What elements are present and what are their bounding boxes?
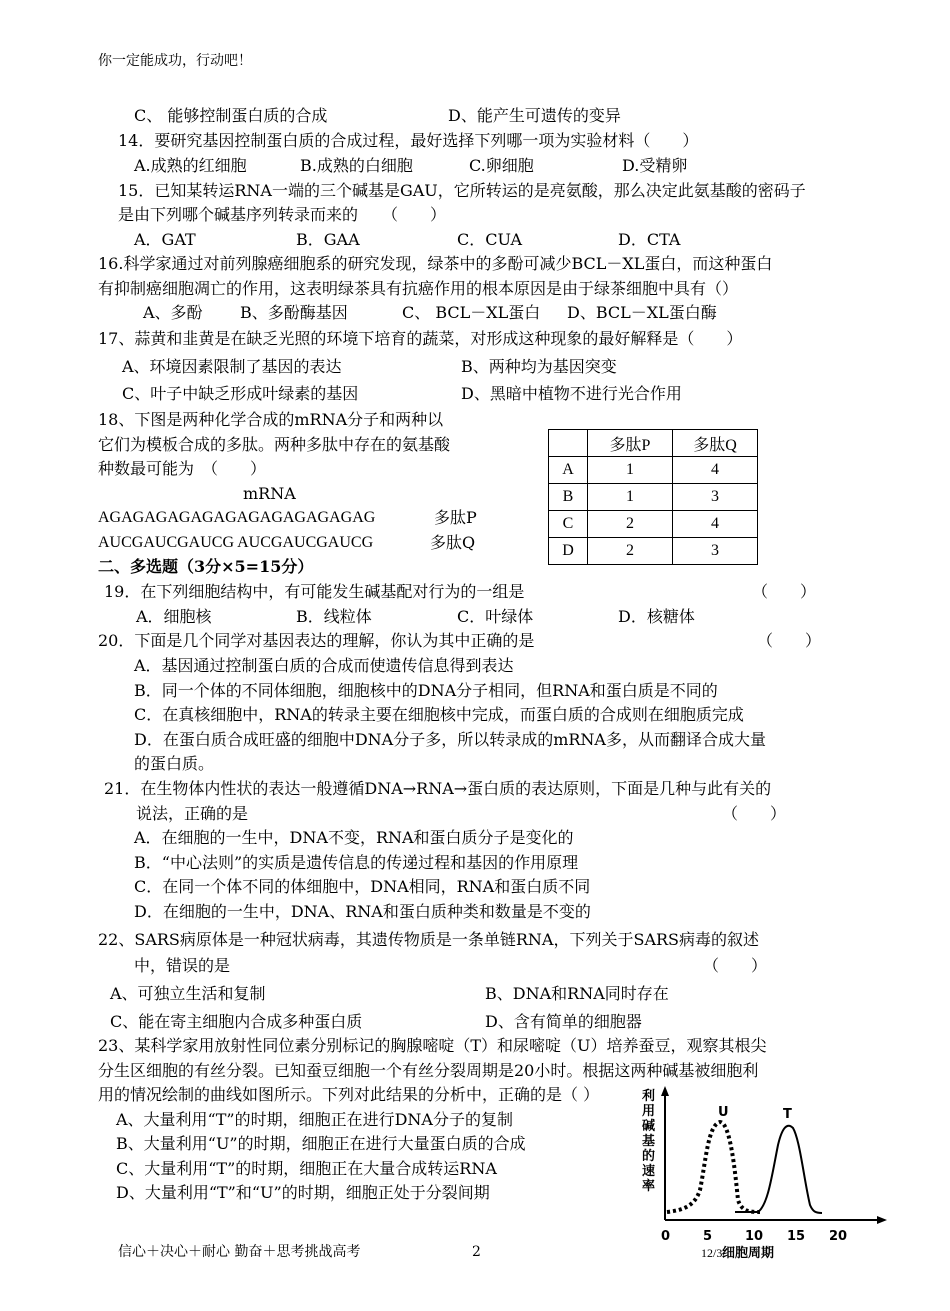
q15-stem-line1: 15．已知某转运RNA一端的三个碱基是GAU，它所转运的是亮氨酸，那么决定此氨基酸的密码子 <box>118 181 806 200</box>
y-axis-arrow <box>661 1086 669 1096</box>
table-cell: 3 <box>673 538 758 565</box>
q22-stem-line1: 22、SARS病原体是一种冠状病毒，其遗传物质是一条单链RNA，下列关于SARS病毒的叙述 <box>98 930 760 949</box>
q14-stem: 14．要研究基因控制蛋白质的合成过程，最好选择下列哪一项为实验材料（ ） <box>118 131 699 150</box>
q21-stem-line1: 21．在生物体内性状的表达一般遵循DNA→RNA→蛋白质的表达原则，下面是几种与此有关的 <box>104 779 772 798</box>
q20-option-d-line2: 的蛋白质。 <box>134 754 215 773</box>
table-row <box>549 457 758 484</box>
q17-option-d: D、黑暗中植物不进行光合作用 <box>461 384 682 403</box>
graph-xlabel: 细胞周期 <box>722 1246 775 1260</box>
q23-stem-line1: 23、某科学家用放射性同位素分别标记的胸腺嘧啶（T）和尿嘧啶（U）培养蚕豆，观察其根尖 <box>98 1036 767 1055</box>
q22-option-a: A、可独立生活和复制 <box>110 984 266 1003</box>
q23-stem-line2: 分生区细胞的有丝分裂。已知蚕豆细胞一个有丝分裂周期是20小时。根据这两种碱基被细胞利 <box>98 1061 759 1080</box>
base-utilization-graph <box>640 1080 890 1260</box>
q23-option-c: C、大量利用“T”的时期，细胞正在大量合成转运RNA <box>116 1159 497 1178</box>
u-curve <box>667 1122 760 1212</box>
x-tick-label: 0 <box>661 1229 671 1244</box>
q18-pep-p-label: 多肽P <box>434 508 477 527</box>
x-tick-label: 10 <box>745 1229 764 1244</box>
q14-option-a: A.成熟的红细胞 <box>134 156 247 175</box>
table-header-cell <box>549 430 588 457</box>
q20-option-d-line1: D．在蛋白质合成旺盛的细胞中DNA分子多，所以转录成的mRNA多，从而翻译合成大量 <box>134 730 766 749</box>
q23-option-d: D、大量利用“T”和“U”的时期，细胞正处于分裂间期 <box>116 1183 490 1202</box>
q19-option-b: B．线粒体 <box>296 607 372 626</box>
q23-option-b: B、大量利用“U”的时期，细胞正在进行大量蛋白质的合成 <box>116 1134 526 1153</box>
q22-option-d: D、含有简单的细胞器 <box>485 1012 642 1031</box>
q16-option-b: B、多酚酶基因 <box>240 303 348 322</box>
q21-paren: （ ） <box>722 804 787 823</box>
q23-option-a: A、大量利用“T”的时期，细胞正在进行DNA分子的复制 <box>116 1110 513 1129</box>
x-tick-label: 20 <box>829 1229 848 1244</box>
q16-option-d: D、BCL－XL蛋白酶 <box>567 303 717 322</box>
table-row <box>549 511 758 538</box>
table-cell: D <box>549 538 588 565</box>
q19-option-d: D．核糖体 <box>618 607 695 626</box>
section2-heading: 二、多选题（3分×5=15分） <box>98 557 314 576</box>
q17-option-c: C、叶子中缺乏形成叶绿素的基因 <box>122 384 359 403</box>
q19-option-c: C．叶绿体 <box>457 607 534 626</box>
q16-option-a: A、多酚 <box>143 303 203 322</box>
q21-stem-line2: 说法，正确的是 <box>136 804 249 823</box>
q18-answer-table <box>548 429 758 565</box>
q21-option-c: C．在同一个体不同的体细胞中，DNA相同，RNA和蛋白质不同 <box>134 877 591 896</box>
table-header-row <box>549 430 758 457</box>
table-header-cell: 多肽P <box>588 430 673 457</box>
q15-option-d: D．CTA <box>618 230 681 249</box>
q22-option-c: C、能在寄主细胞内合成多种蛋白质 <box>110 1012 363 1031</box>
table-cell: C <box>549 511 588 538</box>
q17-option-a: A、环境因素限制了基因的表达 <box>122 357 342 376</box>
q18-mrna-label: mRNA <box>243 484 296 503</box>
t-curve <box>735 1126 822 1213</box>
x-axis-arrow <box>877 1216 887 1224</box>
table-cell: 1 <box>588 484 673 511</box>
table-row <box>549 538 758 565</box>
table-row <box>549 484 758 511</box>
q15-option-c: C．CUA <box>457 230 523 249</box>
q15-stem-line2: 是由下列哪个碱基序列转录而来的 （ ） <box>118 205 447 224</box>
x-tick-label: 5 <box>703 1229 713 1244</box>
table-cell: 2 <box>588 538 673 565</box>
q19-option-a: A．细胞核 <box>136 607 212 626</box>
q22-option-b: B、DNA和RNA同时存在 <box>485 984 669 1003</box>
q19-paren: （ ） <box>752 582 817 601</box>
q21-option-d: D．在细胞的一生中，DNA、RNA和蛋白质种类和数量是不变的 <box>134 902 591 921</box>
table-cell: B <box>549 484 588 511</box>
q21-option-b: B．“中心法则”的实质是遗传信息的传递过程和基因的作用原理 <box>134 853 579 872</box>
q13-option-d: D、能产生可遗传的变异 <box>448 106 621 125</box>
q18-mrna-seq1: AGAGAGAGAGAGAGAGAGAGAGAG <box>98 509 376 526</box>
q18-stem-line1: 18、下图是两种化学合成的mRNA分子和两种以 <box>98 410 444 429</box>
q19-stem: 19．在下列细胞结构中，有可能发生碱基配对行为的一组是 <box>104 582 525 601</box>
q13-option-c: C、 能够控制蛋白质的合成 <box>134 106 328 125</box>
q21-option-a: A．在细胞的一生中，DNA不变，RNA和蛋白质分子是变化的 <box>134 828 574 847</box>
table-cell: A <box>549 457 588 484</box>
q16-option-c: C、 BCL－XL蛋白 <box>402 303 541 322</box>
q18-pep-q-label: 多肽Q <box>430 533 476 552</box>
q17-option-b: B、两种均为基因突变 <box>461 357 617 376</box>
table-cell: 1 <box>588 457 673 484</box>
q16-stem-line2: 有抑制癌细胞凋亡的作用，这表明绿茶具有抗癌作用的根本原因是由于绿茶细胞中具有（） <box>98 279 739 298</box>
q22-paren: （ ） <box>703 956 768 975</box>
q18-mrna-seq2: AUCGAUCGAUCG AUCGAUCGAUCG <box>98 534 374 551</box>
q20-option-a: A．基因通过控制蛋白质的合成而使遗传信息得到表达 <box>134 656 514 675</box>
q20-option-b: B．同一个体的不同体细胞，细胞核中的DNA分子相同，但RNA和蛋白质是不同的 <box>134 681 718 700</box>
table-cell: 4 <box>673 457 758 484</box>
q15-option-b: B．GAA <box>296 230 360 249</box>
q14-option-b: B.成熟的白细胞 <box>300 156 413 175</box>
q20-paren: （ ） <box>757 631 822 650</box>
table-cell: 4 <box>673 511 758 538</box>
footer-page-number: 2 <box>472 1244 481 1260</box>
overlap-stamp: 12/3/ <box>701 1246 726 1260</box>
q14-option-d: D.受精卵 <box>622 156 688 175</box>
graph-ylabel: 利用碱基的速率 <box>642 1089 656 1194</box>
q18-stem-line2: 它们为模板合成的多肽。两种多肽中存在的氨基酸 <box>98 435 451 454</box>
q15-option-a: A．GAT <box>134 230 196 249</box>
q14-option-c: C.卵细胞 <box>469 156 534 175</box>
q20-option-c: C．在真核细胞中，RNA的转录主要在细胞核中完成，而蛋白质的合成则在细胞质完成 <box>134 705 744 724</box>
header-motto: 你一定能成功，行动吧！ <box>98 53 252 69</box>
x-tick-label: 15 <box>787 1229 806 1244</box>
table-header-cell: 多肽Q <box>673 430 758 457</box>
q17-stem: 17、蒜黄和韭黄是在缺乏光照的环境下培育的蔬菜，对形成这种现象的最好解释是（ ） <box>98 329 743 348</box>
q20-stem: 20．下面是几个同学对基因表达的理解，你认为其中正确的是 <box>98 631 535 650</box>
table-cell: 2 <box>588 511 673 538</box>
q16-stem-line1: 16.科学家通过对前列腺癌细胞系的研究发现，绿茶中的多酚可减少BCL－XL蛋白，而这种蛋白 <box>98 254 773 273</box>
table-cell: 3 <box>673 484 758 511</box>
q23-stem-line3: 用的情况绘制的曲线如图所示。下列对此结果的分析中，正确的是（ ） <box>98 1085 600 1104</box>
t-label: T <box>783 1107 792 1122</box>
q22-stem-line2: 中，错误的是 <box>134 956 231 975</box>
q18-stem-line3: 种数最可能为 （ ） <box>98 459 267 478</box>
footer-slogan: 信心＋决心＋耐心 勤奋＋思考挑战高考 <box>118 1244 361 1260</box>
u-label: U <box>718 1105 729 1120</box>
